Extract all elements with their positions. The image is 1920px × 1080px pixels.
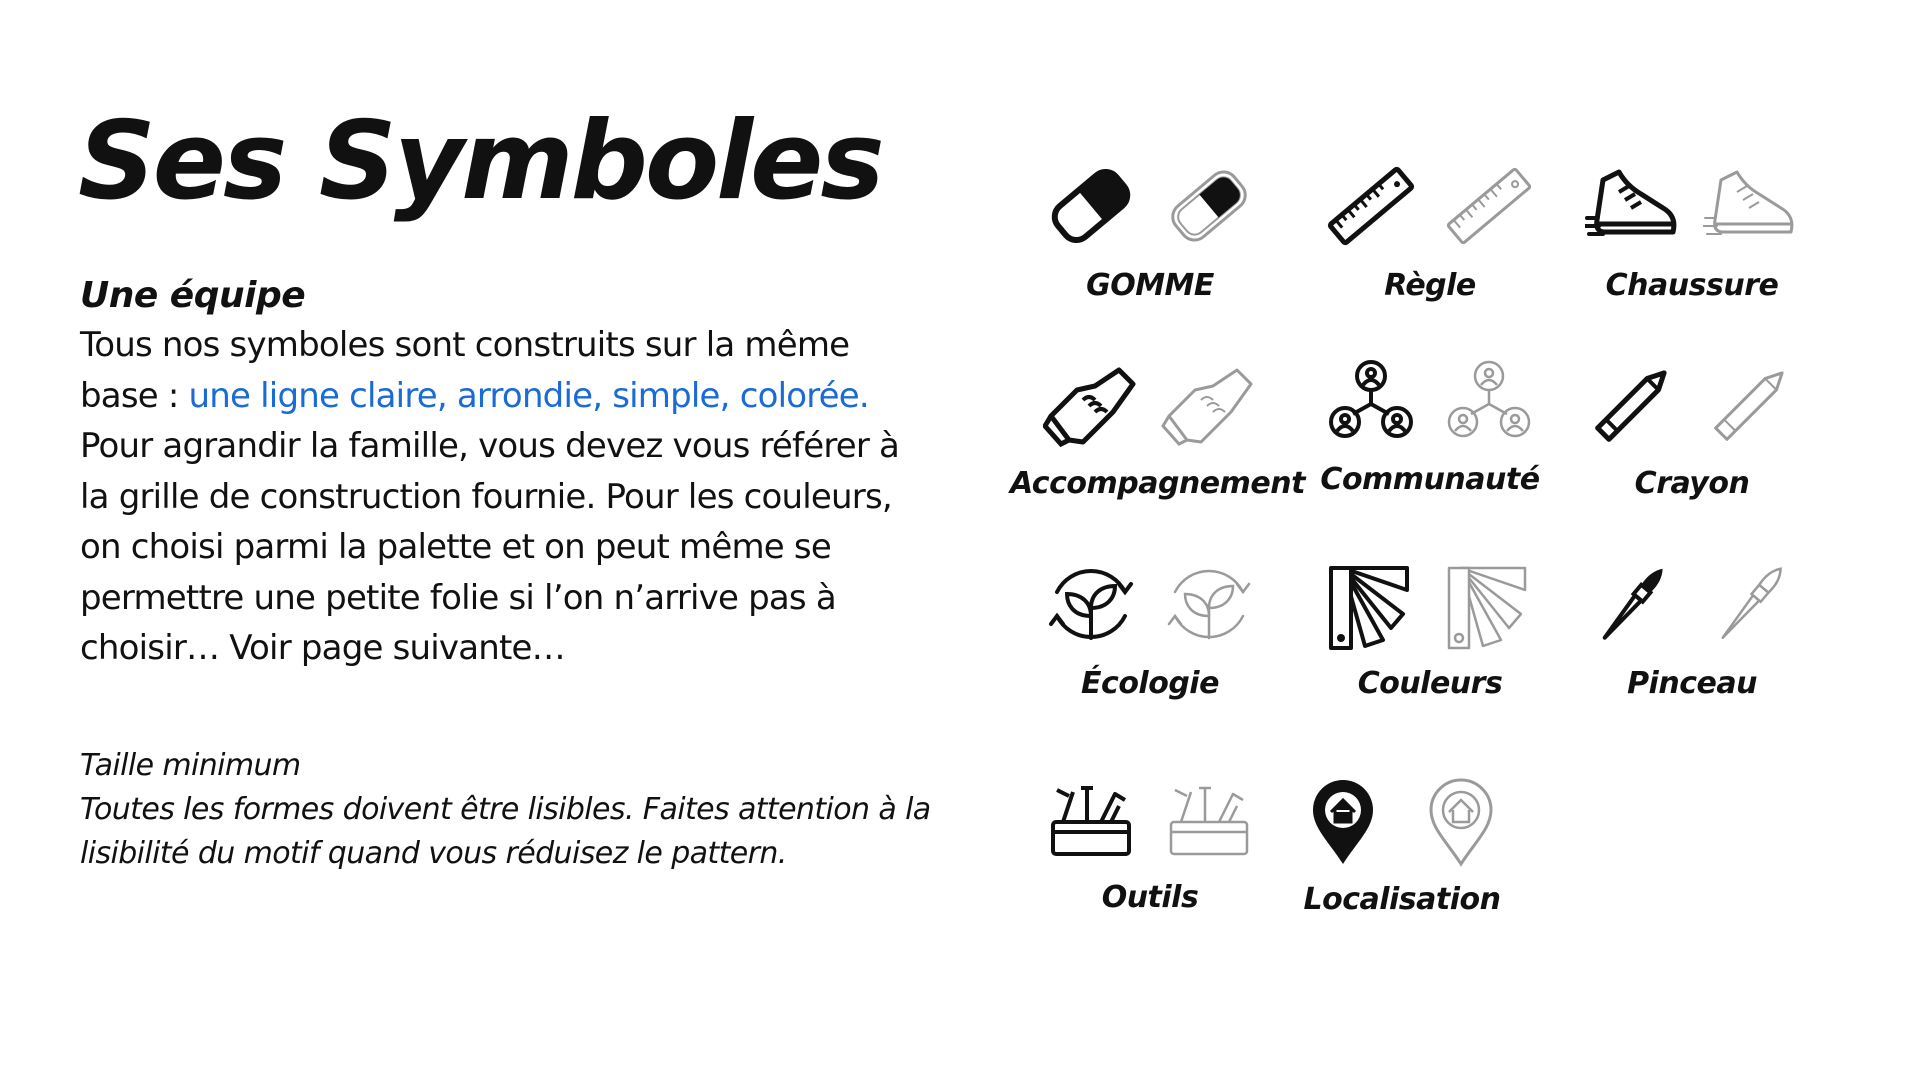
note-text: Toutes les formes doivent être lisibles. Faites attention à la lisibilité du motif quand vous réduisez le pattern. bbox=[80, 792, 931, 871]
symbol-label: Couleurs bbox=[1357, 666, 1503, 701]
symbol-ecology bbox=[1020, 556, 1280, 701]
symbol-handshake bbox=[1010, 356, 1305, 501]
intro-body bbox=[80, 320, 920, 674]
symbol-tools bbox=[1020, 770, 1280, 915]
intro-heading: Une équipe bbox=[80, 275, 306, 316]
symbol-label: Localisation bbox=[1303, 882, 1501, 917]
shoe-outline-icon bbox=[1703, 158, 1799, 254]
note-title: Taille minimum bbox=[80, 748, 301, 783]
ecology-icon bbox=[1043, 556, 1139, 652]
symbol-label: Écologie bbox=[1081, 666, 1219, 701]
pencil-outline-icon bbox=[1703, 356, 1799, 452]
ecology-outline-icon bbox=[1161, 556, 1257, 652]
ruler-outline-icon bbox=[1441, 158, 1537, 254]
symbol-eraser bbox=[1020, 158, 1280, 303]
symbol-label: Communauté bbox=[1320, 462, 1540, 497]
handshake-outline-icon bbox=[1161, 356, 1257, 452]
paintbrush-icon bbox=[1585, 556, 1681, 652]
intro-section bbox=[80, 272, 920, 674]
pencil-icon bbox=[1585, 356, 1681, 452]
community-icon bbox=[1323, 352, 1419, 448]
color-swatch-outline-icon bbox=[1441, 556, 1537, 652]
eraser-icon bbox=[1043, 158, 1139, 254]
symbol-label: Accompagnement bbox=[1010, 466, 1305, 501]
symbol-label: Outils bbox=[1101, 880, 1199, 915]
symbol-label: Chaussure bbox=[1605, 268, 1779, 303]
eraser-outline-icon bbox=[1161, 158, 1257, 254]
symbol-label: Crayon bbox=[1634, 466, 1750, 501]
symbol-label: Pinceau bbox=[1627, 666, 1757, 701]
paintbrush-outline-icon bbox=[1703, 556, 1799, 652]
symbol-shoe bbox=[1562, 158, 1822, 303]
ruler-icon bbox=[1323, 158, 1419, 254]
toolbox-icon bbox=[1043, 770, 1139, 866]
symbol-colors bbox=[1300, 556, 1560, 701]
community-outline-icon bbox=[1441, 352, 1537, 448]
shoe-icon bbox=[1585, 158, 1681, 254]
location-pin-outline-icon bbox=[1413, 772, 1509, 868]
min-size-note bbox=[80, 744, 980, 876]
handshake-icon bbox=[1043, 356, 1139, 452]
page-title: Ses Symboles bbox=[78, 99, 882, 224]
symbol-paintbrush bbox=[1562, 556, 1822, 701]
symbol-label: Règle bbox=[1384, 268, 1476, 303]
location-pin-icon bbox=[1295, 772, 1391, 868]
symbol-location bbox=[1262, 772, 1542, 917]
intro-highlight: une ligne claire, arrondie, simple, colorée. bbox=[188, 375, 869, 416]
symbol-pencil bbox=[1562, 356, 1822, 501]
color-swatch-icon bbox=[1323, 556, 1419, 652]
intro-text-before: Tous nos symboles sont construits sur la même base : bbox=[80, 325, 850, 416]
symbol-community bbox=[1300, 352, 1560, 497]
symbol-label: GOMME bbox=[1086, 268, 1214, 303]
symbol-ruler bbox=[1300, 158, 1560, 303]
intro-text-after: Pour agrandir la famille, vous devez vous référer à la grille de construction fournie. Pour les couleurs, on choisi parmi la palette et on peut même se permettre une petite folie si l’on n’arrive pas à choisir… Voir page suivante… bbox=[80, 426, 900, 668]
toolbox-outline-icon bbox=[1161, 770, 1257, 866]
